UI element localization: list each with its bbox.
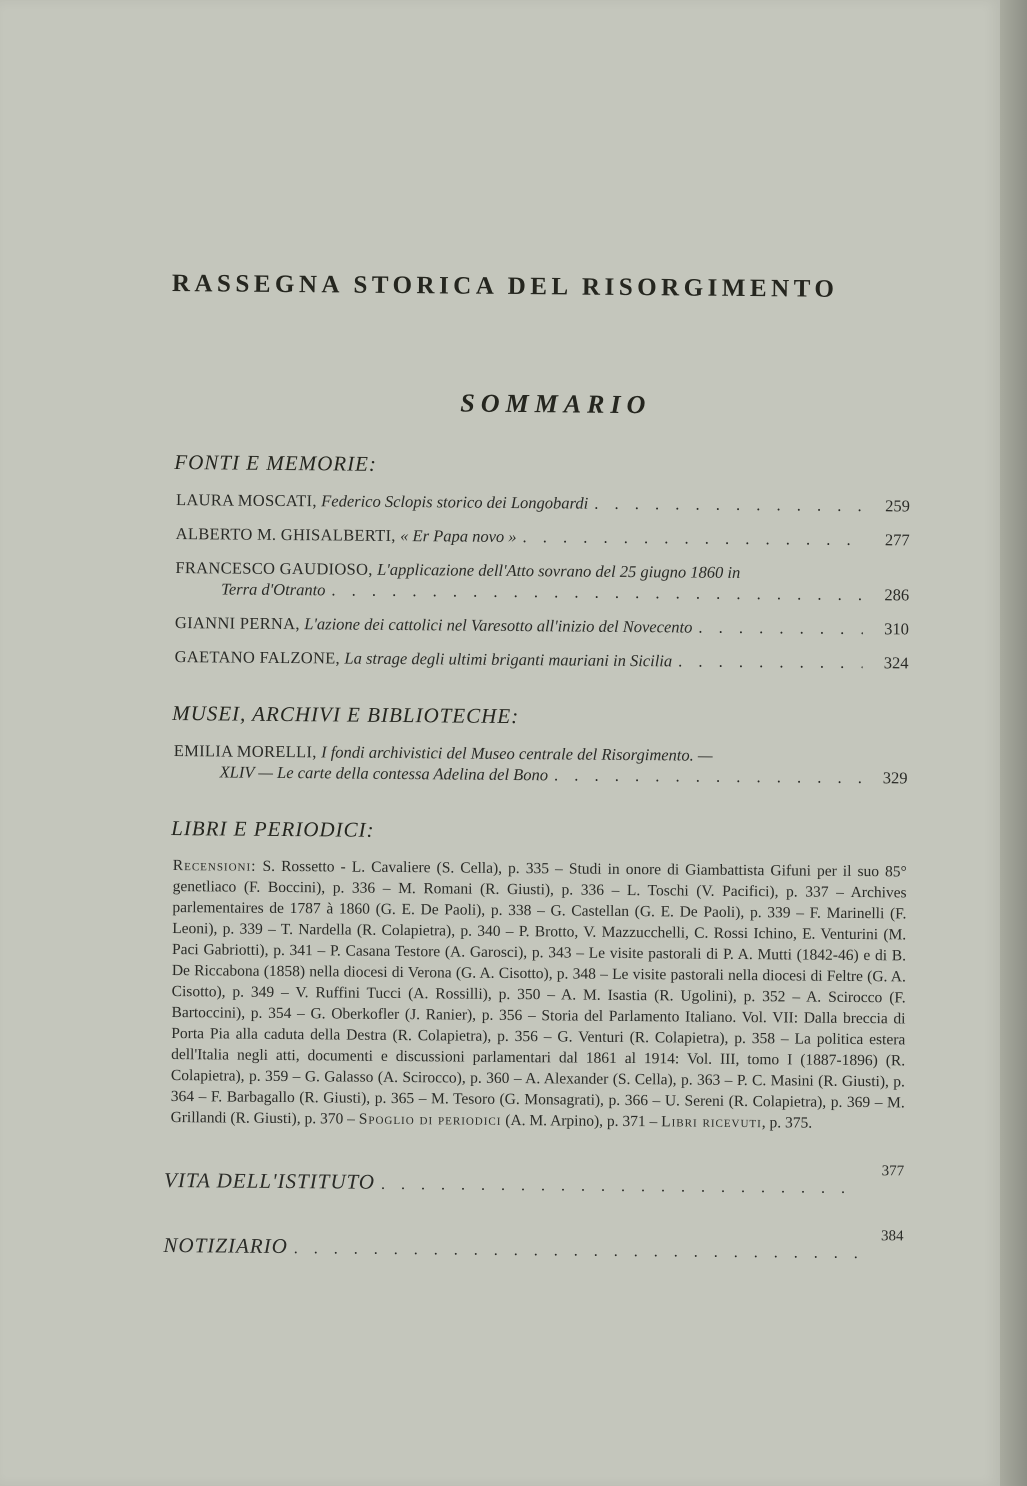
entry-page: 286 bbox=[884, 585, 910, 605]
section-heading-musei: MUSEI, ARCHIVI E BIBLIOTECHE: bbox=[172, 701, 520, 729]
entry-page: 324 bbox=[883, 653, 909, 673]
entry-author: ALBERTO M. GHISALBERTI, bbox=[175, 524, 401, 546]
entry-page: 310 bbox=[884, 619, 909, 639]
journal-title: RASSEGNA STORICA DEL RISORGIMENTO bbox=[171, 270, 839, 303]
toc-entry bbox=[174, 740, 908, 788]
dot-leader bbox=[522, 526, 863, 550]
section-title: SOMMARIO bbox=[460, 388, 652, 420]
ricevuti-label: Libri ricevuti bbox=[661, 1113, 762, 1132]
entry-title-continued: XLIV — Le carte della contessa Adelina del Bono bbox=[219, 762, 549, 785]
dot-leader bbox=[554, 764, 862, 788]
recensioni-label: Recensioni: bbox=[172, 857, 257, 875]
toc-entry-vita bbox=[163, 1163, 905, 1199]
section-heading-fonti: FONTI E MEMORIE: bbox=[174, 450, 378, 476]
spoglio-label: Spoglio di periodici bbox=[358, 1110, 502, 1129]
entry-page: 329 bbox=[882, 768, 908, 788]
reviews-text: S. Rossetto - L. Cavaliere (S. Cella), p. 335 – Studi in onore di Giambattista Gifuni per il suo 85° genetliaco (F. Boccini), p. 336 – M. Romani (R. Giusti), p. 336 – L. Toschi (V. Pacifici), p. 337 – Archives parlementaires de 1787 à 1860 (G. E. De Paoli), p. 338 – G. Castellan (G. E. De Paoli), p. 339 – F. Marinelli (F. Leoni), p. 339 – T. Nardella (R. Colapietra), p. 340 – P. Brotto, V. Mazzucchelli, C. Rossi Ichino, E. Venturini (M. Paci Gabriotti), p. 341 – P. Casana Testore (A. Garosci), p. 343 – Le visite pastorali di P. A. Mutti (1842-46) e di B. De Riccabona (1858) nella diocesi di Verona (G. A. Cisotto), p. 348 – Le visite pastorali nella diocesi di Feltre (G. A. Cisotto), p. 349 – V. Ruffini Tucci (A. Rossilli), p. 350 – A. M. Isastia (R. Ugolini), p. 352 – A. Scirocco (F. Bartoccini), p. 354 – G. Oberkofler (J. Ranier), p. 356 – Storia del Parlamento Italiano. Vol. VII: Dalla breccia di Porta Pia alla caduta della Destra (R. Colapietra), p. 356 – G. Venturi (R. Colapietra), p. 358 – La politica estera dell'Italia negli atti, documenti e discussioni parlamentari dal 1861 al 1914: Vol. III, tomo I (1887-1896) (R. Colapietra), p. 359 – G. Galasso (A. Scirocco), p. 360 – A. Alexander (S. Cella), p. 363 – P. C. Masini (R. Giusti), p. 364 – F. Barbagallo (R. Giusti), p. 365 – M. Tesoro (G. Monsagrati), p. 366 – U. Sereni (R. Colapietra), p. 369 – M. Grillandi (R. Giusti), p. 370 – bbox=[170, 857, 907, 1128]
entry-title: Federico Sclopis storico dei Longobardi bbox=[321, 491, 589, 513]
spoglio-text: (A. M. Arpino), p. 371 – bbox=[501, 1111, 662, 1131]
entry-page: 384 bbox=[881, 1228, 904, 1245]
entry-author: LAURA MOSCATI, bbox=[175, 490, 322, 511]
toc-entry bbox=[175, 612, 909, 639]
dot-leader bbox=[678, 650, 863, 673]
entry-author: GIANNI PERNA, bbox=[174, 613, 305, 634]
reviews-paragraph bbox=[171, 855, 907, 1134]
entry-title: « Er Papa novo » bbox=[400, 526, 517, 547]
entry-author: GAETANO FALZONE, bbox=[174, 647, 345, 668]
section-heading-notiziario: NOTIZIARIO bbox=[163, 1232, 288, 1259]
dot-leader bbox=[381, 1176, 858, 1198]
dot-leader bbox=[294, 1240, 858, 1263]
toc-entry-notiziario bbox=[163, 1228, 904, 1264]
dot-leader bbox=[698, 617, 863, 639]
section-heading-libri: LIBRI E PERIODICI: bbox=[171, 816, 375, 842]
toc-entry bbox=[176, 489, 910, 516]
entry-page: 277 bbox=[884, 530, 910, 550]
entry-title: I fondi archivistici del Museo centrale del Risorgimento. — bbox=[321, 742, 713, 765]
entry-title: L'azione dei cattolici nel Varesotto all'inizio del Novecento bbox=[304, 614, 693, 637]
entry-title: La strage degli ultimi briganti mauriani in Sicilia bbox=[344, 648, 673, 671]
table-of-contents bbox=[163, 270, 912, 1264]
entry-page: 377 bbox=[881, 1163, 905, 1180]
ricevuti-text: , p. 375. bbox=[761, 1114, 813, 1132]
toc-entry bbox=[175, 557, 909, 605]
entry-author: FRANCESCO GAUDIOSO, bbox=[175, 558, 378, 579]
toc-entry bbox=[175, 646, 909, 673]
dot-leader bbox=[594, 493, 864, 516]
section-heading-vita: VITA DELL'ISTITUTO bbox=[163, 1167, 376, 1194]
entry-title: L'applicazione dell'Atto sovrano del 25 giugno 1860 in bbox=[377, 559, 741, 582]
toc-entry bbox=[176, 523, 910, 550]
dot-leader bbox=[331, 579, 863, 605]
entry-author: EMILIA MORELLI, bbox=[173, 741, 322, 762]
entry-page: 259 bbox=[885, 496, 911, 516]
entry-title-continued: Terra d'Otranto bbox=[221, 579, 326, 600]
page-edge bbox=[1000, 0, 1027, 1486]
